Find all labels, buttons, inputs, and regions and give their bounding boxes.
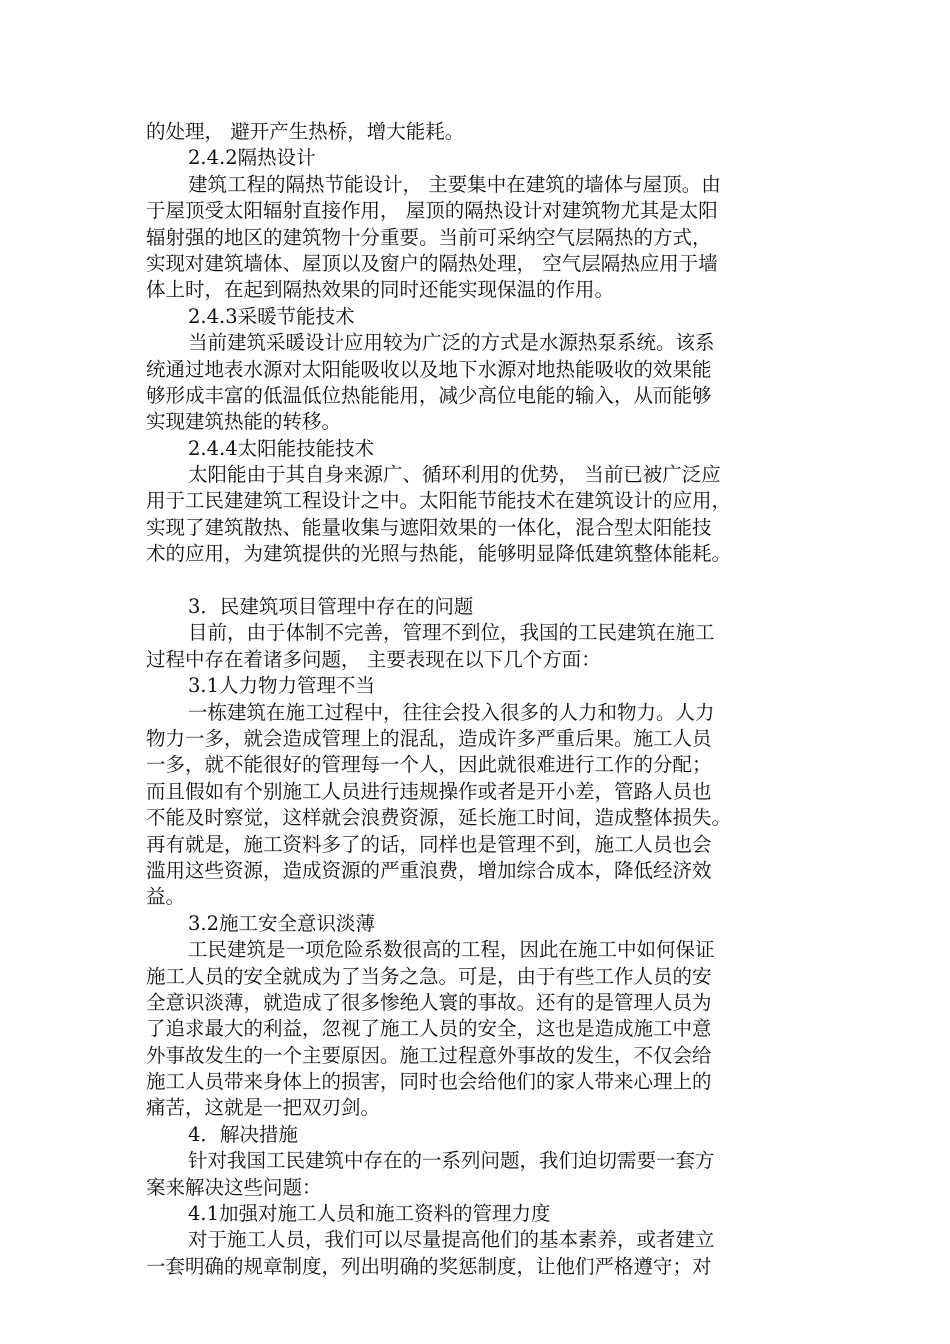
text-line: 2.4.4太阳能技能技术 xyxy=(188,436,375,460)
text-line: 案来解决这些问题： xyxy=(146,1175,322,1199)
text-line: 一套明确的规章制度，列出明确的奖惩制度，让他们严格遵守；对 xyxy=(146,1254,712,1278)
text-line: 的处理， 避开产生热桥，增大能耗。 xyxy=(146,120,465,143)
text-line: 术的应用，为建筑提供的光照与热能，能够明显降低建筑整体能耗。 xyxy=(146,542,732,566)
text-line: 体上时，在起到隔热效果的同时还能实现保温的作用。 xyxy=(146,278,615,302)
text-line: 过程中存在着诸多问题， 主要表现在以下几个方面： xyxy=(146,647,601,671)
text-line: 滥用这些资源，造成资源的严重浪费，增加综合成本，降低经济效 xyxy=(146,858,712,882)
text-line: 物力一多，就会造成管理上的混乱，造成许多严重后果。施工人员 xyxy=(146,726,712,750)
text-line: 外事故发生的一个主要原因。施工过程意外事故的发生，不仅会给 xyxy=(146,1043,712,1067)
text-line: 3．民建筑项目管理中存在的问题 xyxy=(188,595,474,619)
text-line: 对于施工人员，我们可以尽量提高他们的基本素养，或者建立 xyxy=(188,1228,715,1252)
text-line: 目前，由于体制不完善，管理不到位，我国的工民建筑在施工 xyxy=(188,621,715,645)
text-line: 实现对建筑墙体、屋顶以及窗户的隔热处理， 空气层隔热应用于墙 xyxy=(146,251,718,275)
text-line: 3.2施工安全意识淡薄 xyxy=(188,911,376,935)
text-line: 工民建筑是一项危险系数很高的工程，因此在施工中如何保证 xyxy=(188,938,715,962)
text-line: 2.4.3采暖节能技术 xyxy=(188,304,355,328)
text-line: 4．解决措施 xyxy=(188,1122,298,1146)
text-line: 施工人员的安全就成为了当务之急。可是，由于有些工作人员的安 xyxy=(146,964,712,988)
text-line: 了追求最大的利益，忽视了施工人员的安全，这也是造成施工中意 xyxy=(146,1017,712,1041)
text-line: 2.4.2隔热设计 xyxy=(188,146,316,170)
text-line: 用于工民建建筑工程设计之中。太阳能节能技术在建筑设计的应用， xyxy=(146,489,732,513)
text-line: 太阳能由于其自身来源广、循环利用的优势， 当前已被广泛应 xyxy=(188,463,721,487)
blank-line xyxy=(146,568,808,594)
text-line: 建筑工程的隔热节能设计， 主要集中在建筑的墙体与屋顶。由 xyxy=(188,172,721,196)
text-line: 针对我国工民建筑中存在的一系列问题，我们迫切需要一套方 xyxy=(188,1149,715,1173)
text-line: 4.1加强对施工人员和施工资料的管理力度 xyxy=(188,1202,551,1226)
text-line: 辐射强的地区的建筑物十分重要。当前可采纳空气层隔热的方式， xyxy=(146,225,712,249)
text-line: 当前建筑采暖设计应用较为广泛的方式是水源热泵系统。该系 xyxy=(188,331,715,355)
text-line: 3.1人力物力管理不当 xyxy=(188,674,376,698)
text-line: 再有就是，施工资料多了的话，同样也是管理不到，施工人员也会 xyxy=(146,832,712,856)
document-body xyxy=(146,119,808,1280)
text-line: 而且假如有个别施工人员进行违规操作或者是开小差，管路人员也 xyxy=(146,779,712,803)
text-line: 痛苦，这就是一把双刃剑。 xyxy=(146,1096,381,1120)
text-line: 一多，就不能很好的管理每一个人，因此就很难进行工作的分配； xyxy=(146,753,712,777)
text-line: 全意识淡薄，就造成了很多惨绝人寰的事故。还有的是管理人员为 xyxy=(146,990,712,1014)
text-line: 不能及时察觉，这样就会浪费资源，延长施工时间，造成整体损失。 xyxy=(146,806,732,830)
text-line: 统通过地表水源对太阳能吸收以及地下水源对地热能吸收的效果能 xyxy=(146,357,712,381)
text-line: 实现建筑热能的转移。 xyxy=(146,410,342,434)
text-line: 于屋顶受太阳辐射直接作用， 屋顶的隔热设计对建筑物尤其是太阳 xyxy=(146,199,718,223)
text-line: 益。 xyxy=(146,885,186,909)
text-line: 一栋建筑在施工过程中，往往会投入很多的人力和物力。人力 xyxy=(188,700,715,724)
text-line: 实现了建筑散热、能量收集与遮阳效果的一体化，混合型太阳能技 xyxy=(146,515,712,539)
text-line: 施工人员带来身体上的损害，同时也会给他们的家人带来心理上的 xyxy=(146,1070,712,1094)
text-line: 够形成丰富的低温低位热能能用，减少高位电能的输入，从而能够 xyxy=(146,383,712,407)
